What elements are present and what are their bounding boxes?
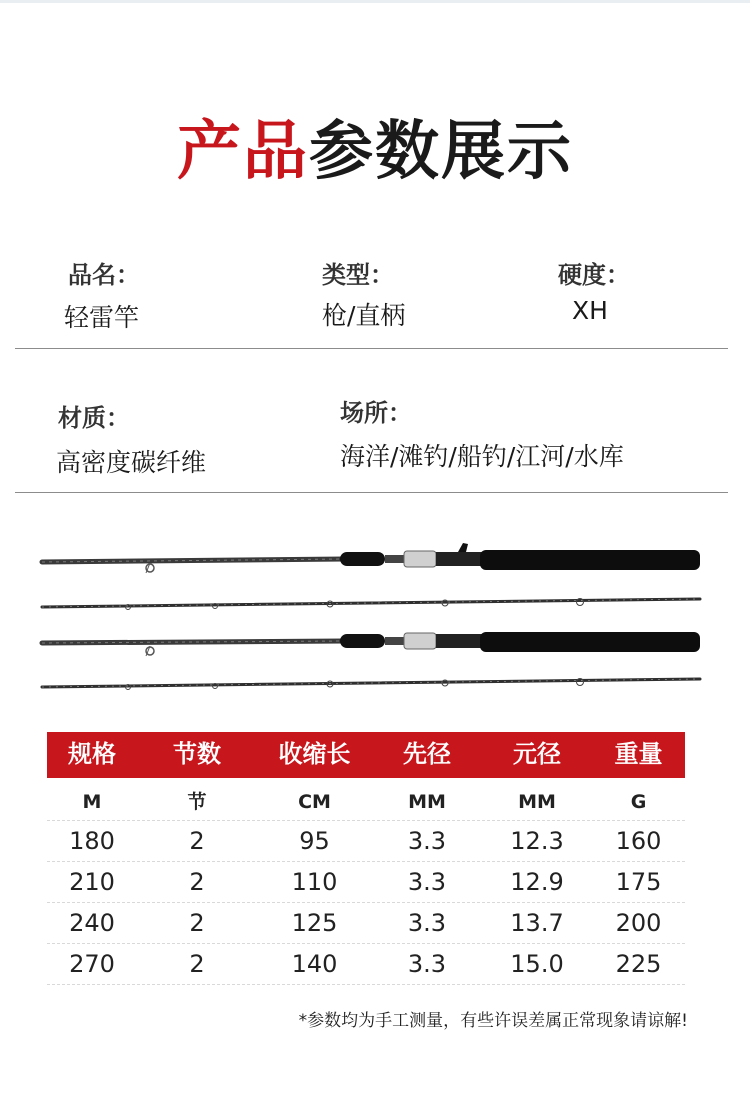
table-cell: 180 [69,827,115,855]
table-cell: 12.3 [510,827,564,855]
fishing-rod-image [0,535,750,710]
unit-cell: 节 [187,791,207,813]
table-cell: 3.3 [407,950,447,978]
rod-tip-icon [42,679,700,690]
rod-casting-icon [42,543,700,573]
unit-cell: MM [408,791,446,813]
spec-table [47,732,685,985]
hardness-label: 硬度： [558,261,630,289]
header-cell: 收缩长 [278,740,351,768]
table-cell: 240 [69,909,115,937]
table-cell: 3.3 [407,827,447,855]
table-cell: 225 [615,950,662,978]
divider-1 [15,348,728,349]
name-label: 品名： [68,261,140,289]
table-cell: 2 [189,950,205,978]
table-cell: 140 [291,950,338,978]
table-cell: 2 [189,827,205,855]
unit-cell: MM [518,791,556,813]
table-cell: 13.7 [510,909,564,937]
table-cell: 3.3 [407,868,447,896]
rod-spinning-icon [42,632,700,656]
hardness-value: XH [572,296,608,325]
table-row [47,943,685,985]
header-cell: 规格 [68,740,116,768]
disclaimer-note: *参数均为手工测量，有些许误差属正常现象请谅解! [298,1011,688,1031]
table-cell: 200 [615,909,662,937]
table-cell: 270 [69,950,115,978]
unit-cell: G [630,791,647,813]
unit-cell: CM [298,791,331,813]
table-cell: 3.3 [407,909,447,937]
table-cell: 210 [69,868,115,896]
place-value: 海洋/滩钓/船钓/江河/水库 [340,442,624,471]
divider-2 [15,492,728,493]
header-cell: 重量 [614,740,663,768]
name-value: 轻雷竿 [64,303,140,332]
header-cell: 元径 [513,740,561,768]
type-label: 类型： [322,261,394,289]
table-row [47,861,685,902]
header-cell: 节数 [173,740,221,768]
table-cell: 160 [615,827,662,855]
table-cell: 2 [189,868,205,896]
table-cell: 125 [291,909,338,937]
table-row [47,902,685,943]
place-label: 场所： [340,399,412,427]
table-cell: 15.0 [510,950,564,978]
rod-tip-icon [42,599,700,610]
table-cell: 175 [615,868,662,896]
title-part-black: 参数展示 [309,115,573,189]
table-cell: 95 [299,827,330,855]
header-cell: 先径 [403,740,451,768]
table-header [47,732,685,778]
top-border [0,0,750,3]
material-value: 高密度碳纤维 [56,448,207,477]
table-cell: 110 [291,868,338,896]
unit-cell: M [82,791,102,813]
table-cell: 12.9 [510,868,564,896]
table-body [47,820,685,985]
page-title [0,112,750,192]
material-label: 材质： [58,404,130,432]
table-cell: 2 [189,909,205,937]
units-row [47,784,685,820]
table-row [47,820,685,861]
type-value: 枪/直柄 [322,301,406,330]
title-part-red: 产品 [177,115,309,189]
